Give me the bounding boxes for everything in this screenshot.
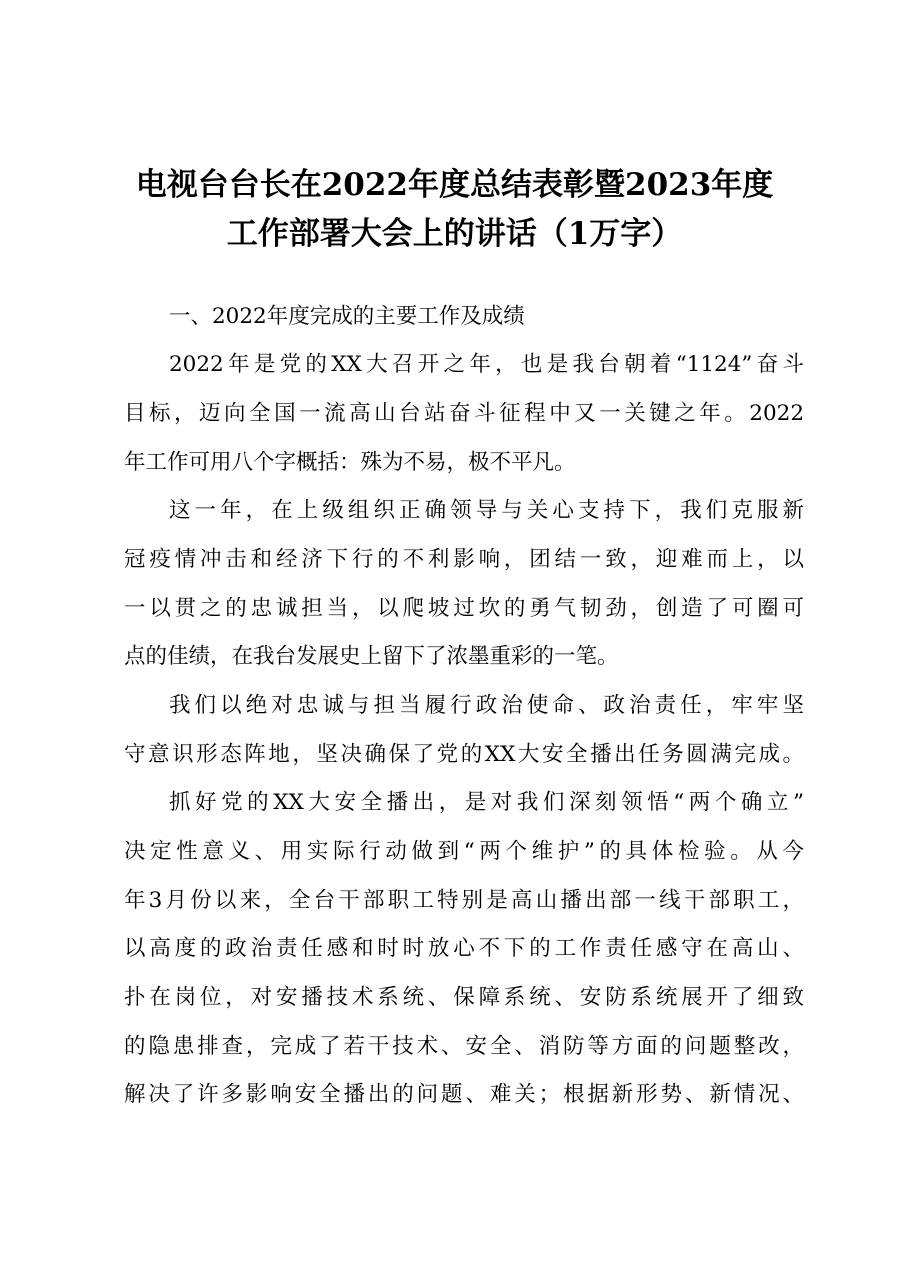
body-line: 扑在岗位，对安播技术系统、保障系统、安防系统展开了细致 (124, 985, 804, 1010)
body-line: 2022年是党的XX大召开之年，也是我台朝着“1124”奋斗 (169, 352, 804, 377)
document-title-line-1: 电视台台长在2022年度总结表彰暨2023年度 (135, 167, 774, 203)
body-line: 抓好党的XX大安全播出，是对我们深刻领悟“两个确立” (169, 790, 804, 815)
body-line: 点的佳绩，在我台发展史上留下了浓墨重彩的一笔。 (124, 644, 619, 669)
body-line: 解决了许多影响安全播出的问题、难关；根据新形势、新情况、 (124, 1082, 804, 1107)
body-line: 以高度的政治责任感和时时放心不下的工作责任感守在高山、 (124, 936, 804, 961)
body-line: 年工作可用八个字概括：殊为不易，极不平凡。 (124, 450, 576, 475)
body-line: 年3月份以来，全台干部职工特别是高山播出部一线干部职工， (124, 888, 804, 913)
body-line: 目标，迈向全国一流高山台站奋斗征程中又一关键之年。2022 (124, 401, 804, 426)
body-line: 决定性意义、用实际行动做到“两个维护”的具体检验。从今 (124, 839, 804, 864)
section-heading: 一、2022年度完成的主要工作及成绩 (169, 304, 525, 329)
body-line: 的隐患排查，完成了若干技术、安全、消防等方面的问题整改， (124, 1034, 804, 1059)
body-line: 这一年，在上级组织正确领导与关心支持下，我们克服新 (169, 498, 804, 523)
document-title-line-2: 工作部署大会上的讲话（1万字） (226, 216, 683, 252)
body-line: 我们以绝对忠诚与担当履行政治使命、政治责任，牢牢坚 (169, 693, 804, 718)
body-line: 冠疫情冲击和经济下行的不利影响，团结一致，迎难而上，以 (124, 547, 804, 572)
body-line: 守意识形态阵地，坚决确保了党的XX大安全播出任务圆满完成。 (124, 742, 804, 767)
body-line: 一以贯之的忠诚担当，以爬坡过坎的勇气韧劲，创造了可圈可 (124, 596, 804, 621)
